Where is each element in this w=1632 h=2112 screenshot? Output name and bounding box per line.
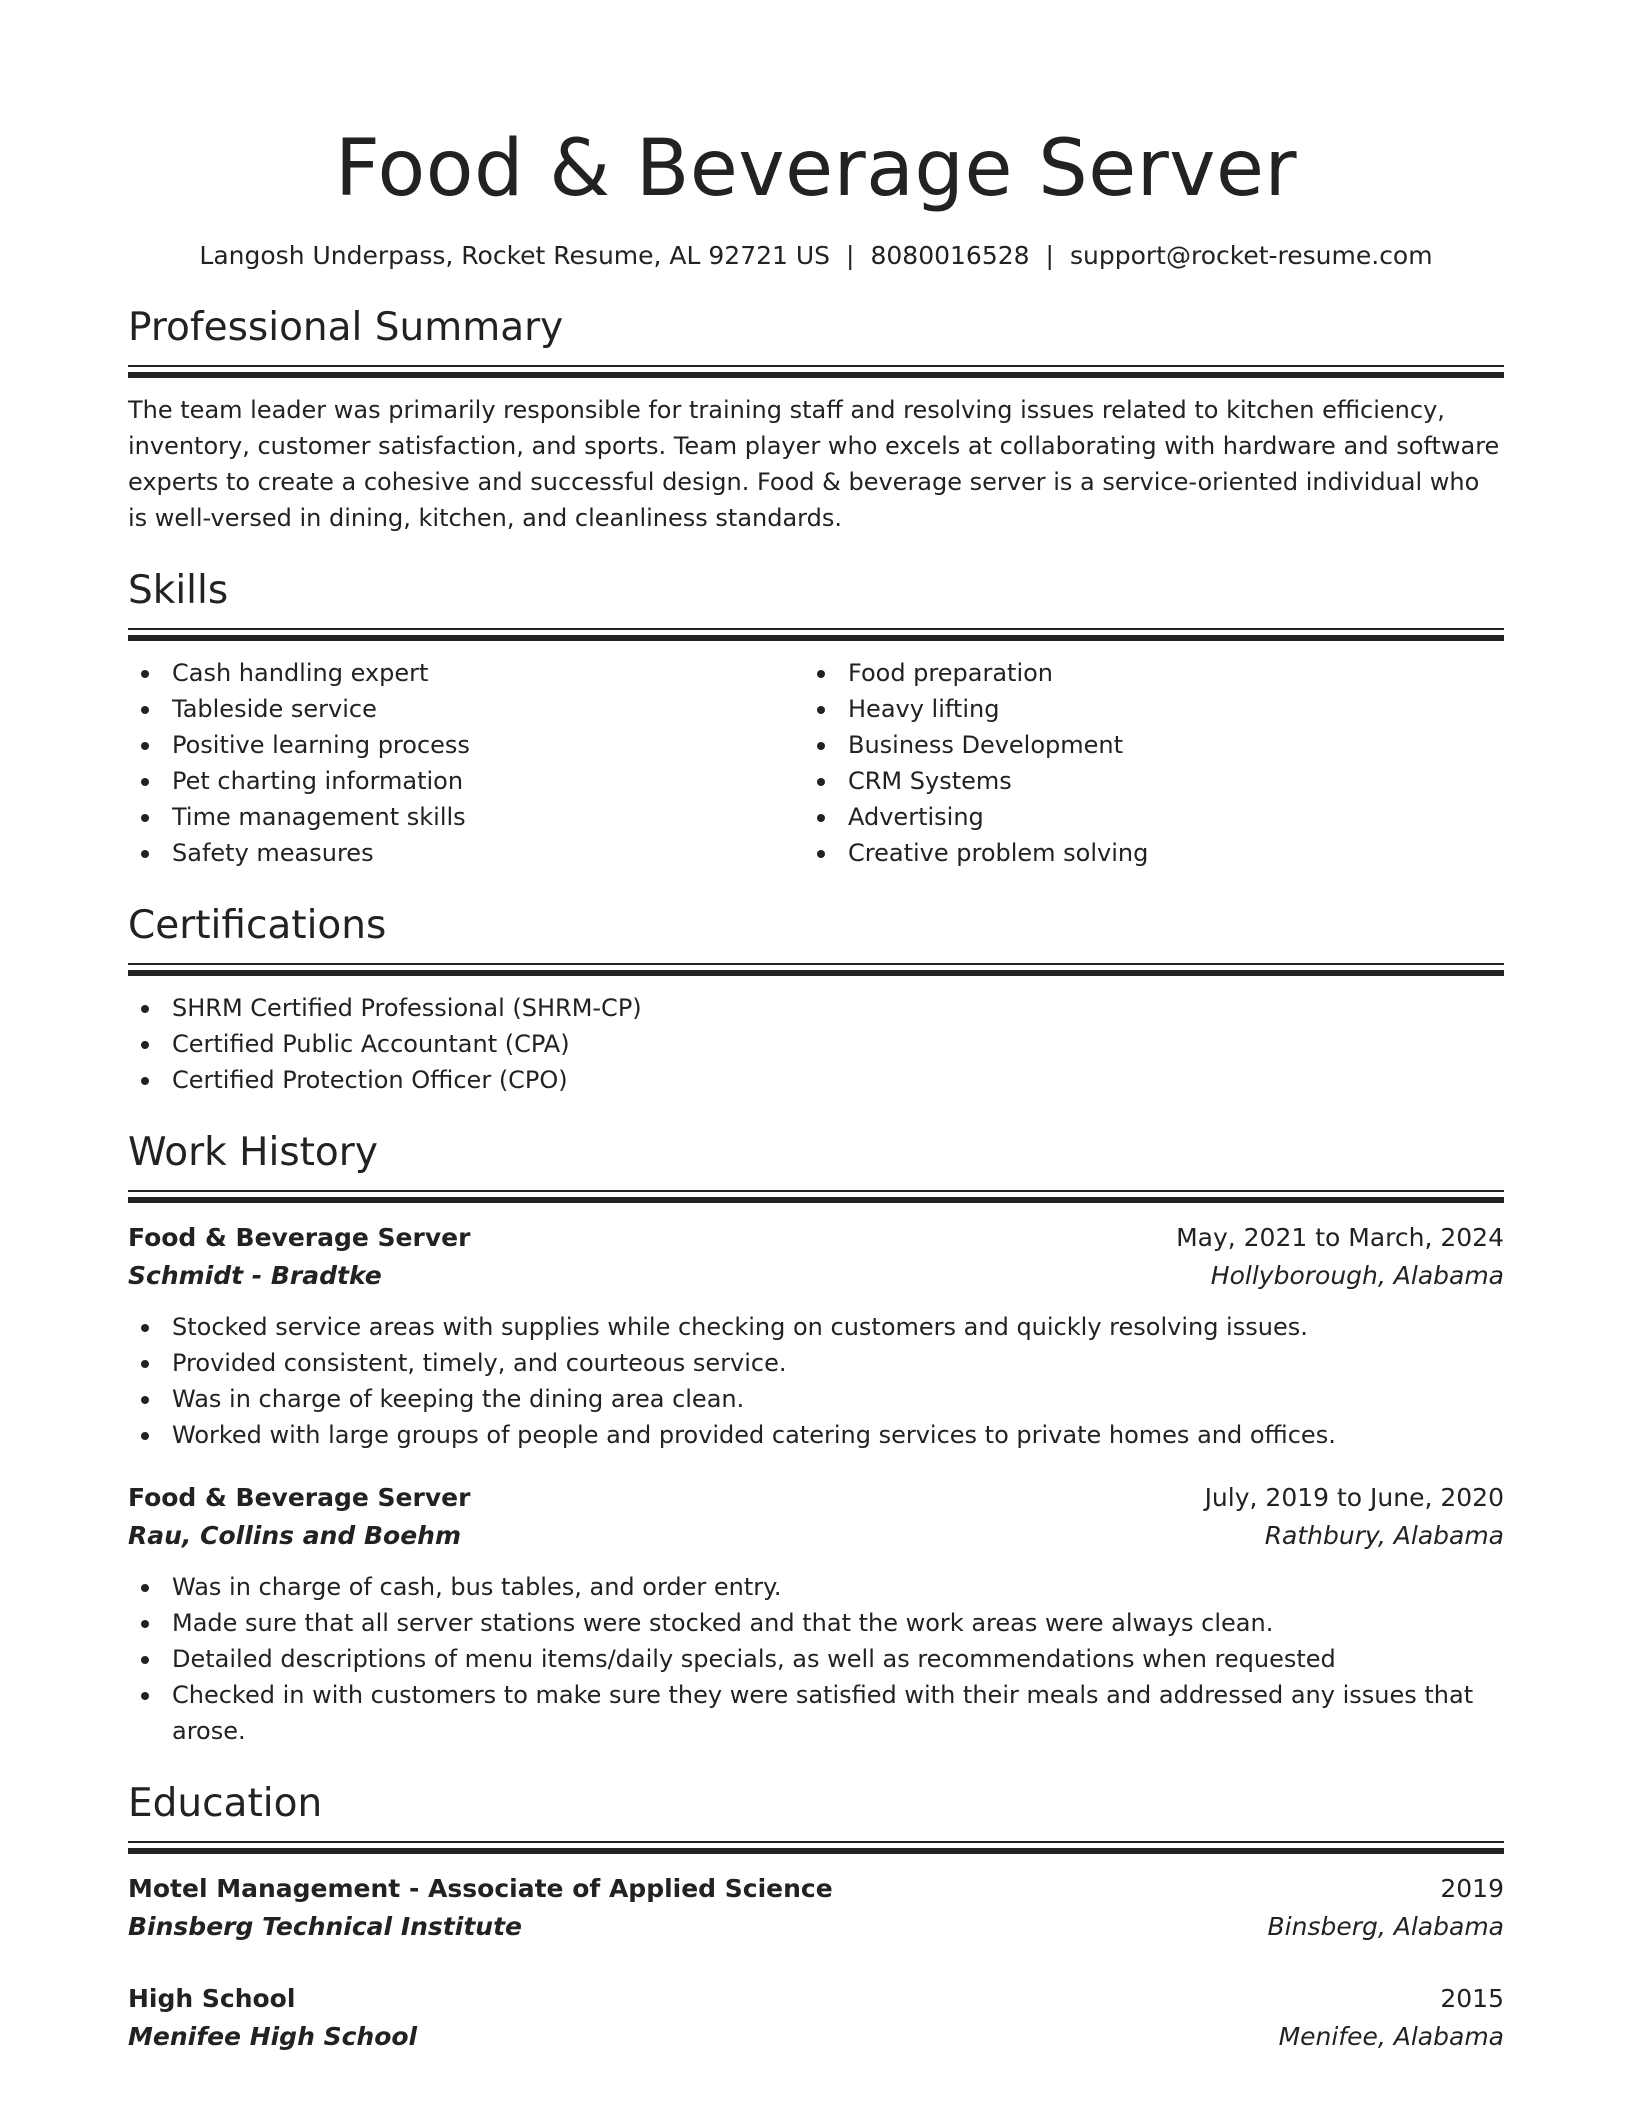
- education-entry: [128, 1980, 1504, 2056]
- skill-item: Positive learning process: [128, 727, 804, 763]
- job-bullet: Was in charge of keeping the dining area clean.: [128, 1381, 1504, 1417]
- job-entry: [128, 1219, 1504, 1453]
- education-school-row: [128, 1908, 1504, 1946]
- skill-item: Time management skills: [128, 799, 804, 835]
- education-school-row: [128, 2018, 1504, 2056]
- education-header-row: [128, 1870, 1504, 1908]
- contact-separator: |: [846, 241, 855, 270]
- summary-text: The team leader was primarily responsible for training staff and resolving issues related to kitchen efficiency, inventory, customer satisfaction, and sports. Team player who excels at collaborating with hardware and software experts to create a cohesive and successful design. Food & beverage server is a service-oriented individual who is well-versed in dining, kitchen, and cleanliness standards.: [128, 396, 1500, 532]
- skill-item: CRM Systems: [804, 763, 1480, 799]
- section-divider: [128, 1190, 1504, 1192]
- job-bullet: Made sure that all server stations were stocked and that the work areas were always clean.: [128, 1605, 1504, 1641]
- section-divider: [128, 365, 1504, 367]
- section-divider: [128, 963, 1504, 965]
- contact-line: [128, 239, 1504, 273]
- certifications-section: [128, 901, 1504, 1098]
- education-year: 2015: [1440, 1984, 1504, 2013]
- job-company: Rau, Collins and Boehm: [128, 1521, 462, 1550]
- contact-address: Langosh Underpass, Rocket Resume, AL 92721 US: [199, 241, 831, 270]
- certification-item: SHRM Certified Professional (SHRM-CP): [128, 990, 1504, 1026]
- skill-item: Creative problem solving: [804, 835, 1480, 871]
- education-location: Menifee, Alabama: [1278, 2022, 1504, 2051]
- job-bullet: Worked with large groups of people and provided catering services to private homes and offices.: [128, 1417, 1504, 1453]
- section-divider: [128, 635, 1504, 641]
- contact-email: support@rocket-resume.com: [1069, 241, 1433, 270]
- job-company: Schmidt - Bradtke: [128, 1261, 382, 1290]
- education-entry: [128, 1870, 1504, 1946]
- skill-item: Pet charting information: [128, 763, 804, 799]
- job-title: Food & Beverage Server: [128, 1223, 471, 1252]
- skill-item: Business Development: [804, 727, 1480, 763]
- certifications-list: [128, 990, 1504, 1098]
- resume-title: Food & Beverage Server: [334, 124, 1298, 214]
- skills-list-left: [128, 655, 804, 871]
- section-divider: [128, 1848, 1504, 1854]
- education-degree: Motel Management - Associate of Applied Science: [128, 1874, 833, 1903]
- job-bullet: Stocked service areas with supplies while checking on customers and quickly resolving issues.: [128, 1309, 1504, 1345]
- section-heading-summary: Professional Summary: [128, 305, 564, 350]
- summary-section: [128, 303, 1504, 536]
- job-bullets: [128, 1569, 1504, 1749]
- job-bullet: Was in charge of cash, bus tables, and order entry.: [128, 1569, 1504, 1605]
- education-header-row: [128, 1980, 1504, 2018]
- skill-item: Safety measures: [128, 835, 804, 871]
- job-company-row: [128, 1517, 1504, 1555]
- section-heading-certifications: Certifications: [128, 903, 387, 948]
- education-school: Binsberg Technical Institute: [128, 1912, 522, 1941]
- job-header-row: [128, 1479, 1504, 1517]
- job-entry: [128, 1479, 1504, 1749]
- job-dates: May, 2021 to March, 2024: [1176, 1223, 1504, 1252]
- education-degree: High School: [128, 1984, 296, 2013]
- education-section: [128, 1779, 1504, 2056]
- job-dates: July, 2019 to June, 2020: [1204, 1483, 1504, 1512]
- job-company-row: [128, 1257, 1504, 1295]
- certification-item: Certified Public Accountant (CPA): [128, 1026, 1504, 1062]
- job-bullet: Checked in with customers to make sure they were satisfied with their meals and addressed any issues that arose.: [128, 1677, 1504, 1749]
- job-location: Hollyborough, Alabama: [1210, 1261, 1504, 1290]
- work-history-section: [128, 1128, 1504, 1749]
- skills-grid: [128, 655, 1504, 871]
- education-location: Binsberg, Alabama: [1267, 1912, 1504, 1941]
- section-divider: [128, 1197, 1504, 1203]
- section-divider: [128, 970, 1504, 976]
- skill-item: Heavy lifting: [804, 691, 1480, 727]
- section-heading-skills: Skills: [128, 568, 229, 613]
- education-school: Menifee High School: [128, 2022, 418, 2051]
- skills-list-right: [804, 655, 1480, 871]
- certification-item: Certified Protection Officer (CPO): [128, 1062, 1504, 1098]
- skill-item: Tableside service: [128, 691, 804, 727]
- skills-section: [128, 566, 1504, 871]
- section-divider: [128, 628, 1504, 630]
- job-bullets: [128, 1309, 1504, 1453]
- section-heading-work-history: Work History: [128, 1130, 378, 1175]
- job-bullet: Detailed descriptions of menu items/daily specials, as well as recommendations when requested: [128, 1641, 1504, 1677]
- section-heading-education: Education: [128, 1781, 323, 1826]
- section-divider: [128, 1841, 1504, 1843]
- job-title: Food & Beverage Server: [128, 1483, 471, 1512]
- section-divider: [128, 372, 1504, 378]
- skill-item: Food preparation: [804, 655, 1480, 691]
- job-location: Rathbury, Alabama: [1264, 1521, 1504, 1550]
- education-year: 2019: [1440, 1874, 1504, 1903]
- skill-item: Cash handling expert: [128, 655, 804, 691]
- job-header-row: [128, 1219, 1504, 1257]
- contact-separator: |: [1045, 241, 1054, 270]
- contact-phone: 8080016528: [870, 241, 1030, 270]
- skill-item: Advertising: [804, 799, 1480, 835]
- job-bullet: Provided consistent, timely, and courteous service.: [128, 1345, 1504, 1381]
